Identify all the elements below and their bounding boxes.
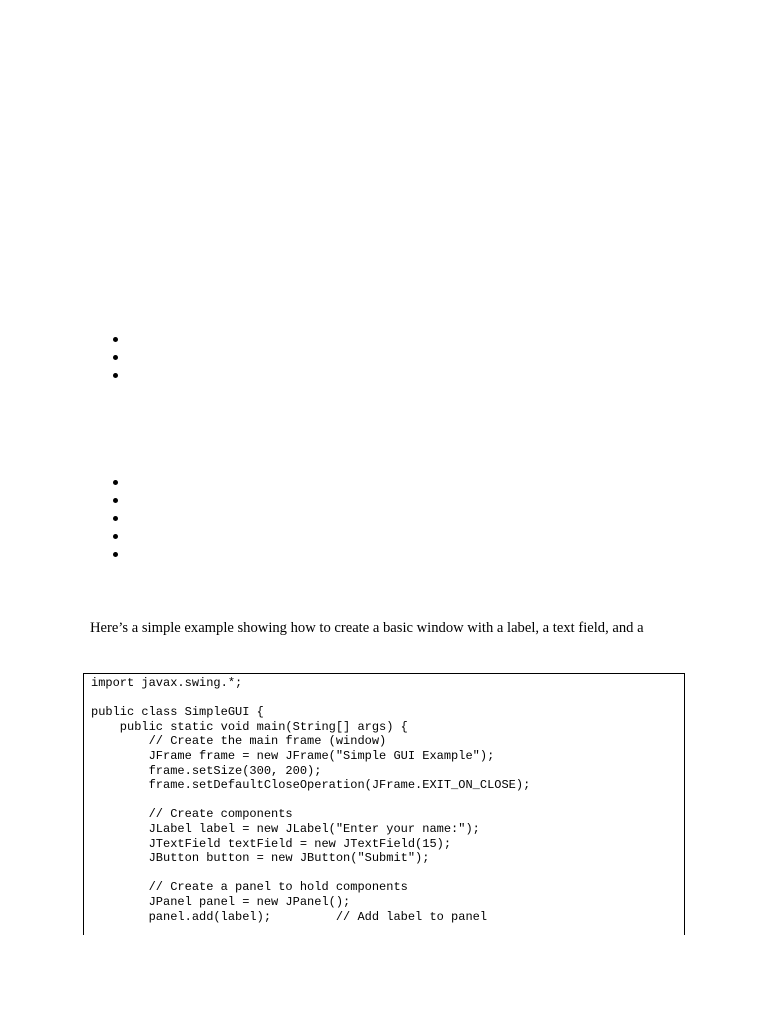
list-item [108, 547, 128, 565]
bullet-list-1 [108, 332, 128, 386]
code-box [83, 673, 685, 935]
bullet-icon [113, 498, 118, 503]
bullet-icon [113, 337, 118, 342]
code-block [84, 674, 684, 924]
bullet-icon [113, 516, 118, 521]
code-line: JFrame frame = new JFrame("Simple GUI Example"); [91, 748, 495, 763]
code-line: // Create a panel to hold components [91, 880, 408, 895]
intro-paragraph: Here’s a simple example showing how to create a basic window with a label, a text field, and a [90, 620, 644, 636]
list-item [108, 493, 128, 511]
code-line: JLabel label = new JLabel("Enter your name:"); [91, 821, 480, 836]
code-line: public class SimpleGUI { [91, 705, 264, 720]
list-item [108, 350, 128, 368]
code-line: frame.setSize(300, 200); [91, 763, 322, 778]
list-item [108, 332, 128, 350]
bullet-icon [113, 534, 118, 539]
code-line: panel.add(label); // Add label to panel [91, 909, 488, 924]
code-line: frame.setDefaultCloseOperation(JFrame.EXIT_ON_CLOSE); [91, 778, 531, 793]
code-line: import javax.swing.*; [91, 676, 243, 690]
code-line: // Create components [91, 807, 293, 822]
bullet-list-2 [108, 475, 128, 565]
bullet-icon [113, 355, 118, 360]
bullet-icon [113, 373, 118, 378]
code-line: JPanel panel = new JPanel(); [91, 894, 351, 909]
bullet-icon [113, 552, 118, 557]
list-item [108, 368, 128, 386]
code-line: public static void main(String[] args) { [91, 719, 408, 734]
bullet-icon [113, 480, 118, 485]
list-item [108, 529, 128, 547]
list-item [108, 511, 128, 529]
code-line: JTextField textField = new JTextField(15); [91, 836, 452, 851]
code-line: // Create the main frame (window) [91, 734, 387, 749]
code-line: JButton button = new JButton("Submit"); [91, 851, 430, 866]
list-item [108, 475, 128, 493]
